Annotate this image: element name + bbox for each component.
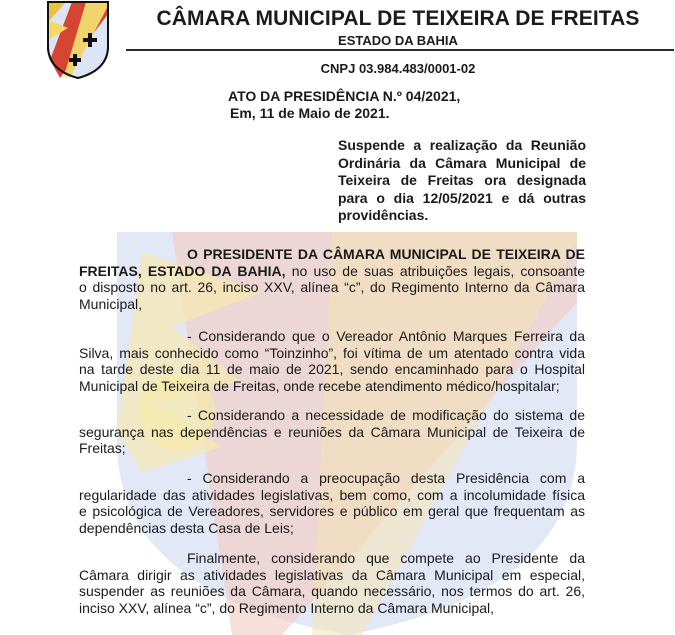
paragraph-line: Finalmente, considerando que compete ao Presidente da <box>187 550 585 566</box>
paragraph-line: inciso XXV, alínea “c”, do Regimento Interno da Câmara Municipal, <box>79 599 495 616</box>
municipal-seal <box>46 0 110 80</box>
intro-line: o disposto no art. 26, inciso XXV, alínea “c”, do Regimento Interno da Câmara <box>79 279 585 295</box>
intro-bold-line: O PRESIDENTE DA CÂMARA MUNICIPAL DE TEIXEIRA DE <box>187 246 585 262</box>
chamber-name: CÂMARA MUNICIPAL DE TEIXEIRA DE FREITAS <box>156 7 640 30</box>
paragraph-line: - Considerando a preocupação desta Presidência com a <box>187 470 585 486</box>
paragraph-line: Silva, mais conhecido como “Toinzinho”, foi vítima de um atentado contra vida <box>79 344 585 361</box>
paragraph-line: dependências desta Casa de Leis; <box>79 519 294 536</box>
summary-line: Teixeira de Freitas ora designada <box>338 172 586 188</box>
act-heading <box>228 88 460 122</box>
summary-line: para o dia 12/05/2021 e dá outras <box>338 189 586 206</box>
intro-bold-phrase: FREITAS, ESTADO DA BAHIA, <box>79 262 286 279</box>
paragraph-line: - Considerando a necessidade de modificação do sistema de <box>187 407 585 423</box>
cnpj-number: CNPJ 03.984.483/0001-02 <box>320 61 476 76</box>
paragraph-line: Municipal de Teixeira de Freitas, onde recebe atendimento médico/hospitalar; <box>79 377 560 394</box>
intro-line: Municipal, <box>79 295 143 312</box>
paragraph-line: na tarde deste dia 11 de maio de 2021, sendo encaminhado para o Hospital <box>79 361 585 377</box>
summary-line: Ordinária da Câmara Municipal de <box>338 154 586 171</box>
consideration-paragraph-2 <box>79 407 585 457</box>
consideration-paragraph-3 <box>79 470 585 536</box>
state-name: ESTADO DA BAHIA <box>338 33 458 48</box>
intro-paragraph <box>79 246 585 312</box>
summary-line: Suspende a realização da Reunião <box>338 137 586 153</box>
paragraph-line: suspender as reuniões da Câmara, quando necessário, nos termos do art. 26, <box>79 583 585 599</box>
final-paragraph <box>79 550 585 616</box>
paragraph-line: Câmara dirigir as atividades legislativas da Câmara Municipal em especial, <box>79 566 585 583</box>
paragraph-line: regularidade das atividades legislativas, bem como, com a incolumidade física <box>79 486 585 503</box>
header-divider <box>126 49 674 51</box>
act-date: Em, 11 de Maio de 2021. <box>230 105 390 121</box>
paragraph-line: - Considerando que o Vereador Antônio Marques Ferreira da <box>187 328 585 344</box>
paragraph-line: Freitas; <box>79 440 126 456</box>
intro-text: no uso de suas atribuições legais, consoante <box>291 262 586 279</box>
paragraph-line: segurança nas dependências e reuniões da Câmara Municipal de Teixeira de <box>79 423 585 440</box>
consideration-paragraph-1 <box>79 328 585 394</box>
summary-line: providências. <box>338 207 429 223</box>
paragraph-line: e psicológica de Vereadores, servidores e público em geral que frequentam as <box>79 503 585 519</box>
act-summary <box>338 137 586 225</box>
act-title: ATO DA PRESIDÊNCIA N.º 04/2021, <box>228 88 461 104</box>
